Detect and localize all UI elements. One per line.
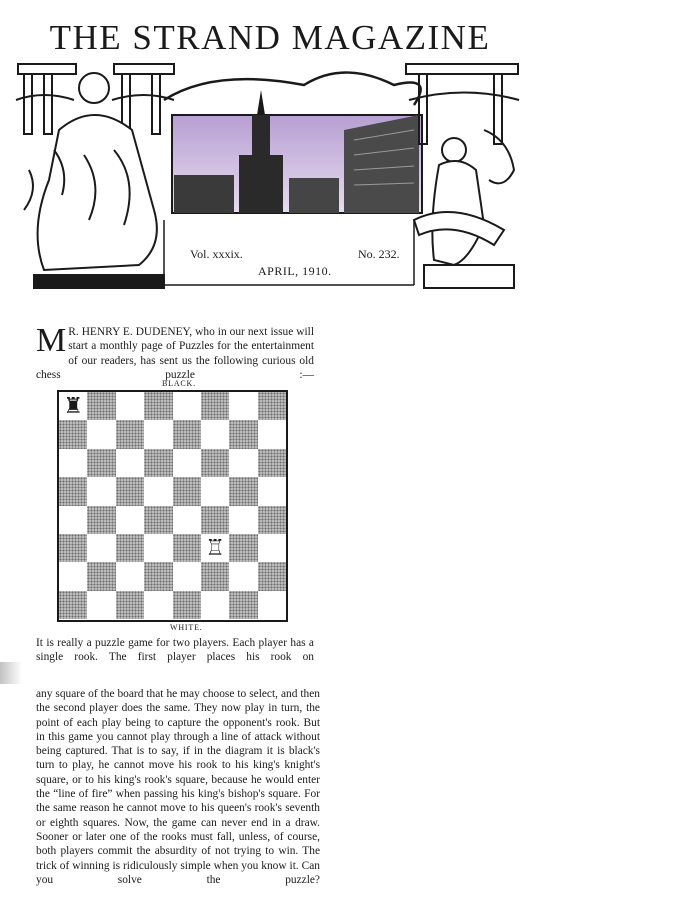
board-square [87, 534, 115, 562]
board-square [173, 506, 201, 534]
board-square [116, 392, 144, 420]
board-square [258, 534, 286, 562]
after-board-paragraph: It is really a puzzle game for two players. Each player has a single rook. The first player places his rook on [36, 637, 314, 664]
right-figure [414, 130, 514, 288]
board-square [144, 449, 172, 477]
board-square [258, 591, 286, 619]
board-square [201, 477, 229, 505]
board-square [116, 534, 144, 562]
board-square [87, 591, 115, 619]
board-square [144, 477, 172, 505]
board-square [173, 562, 201, 590]
board-square [116, 477, 144, 505]
chess-board [57, 390, 288, 622]
intro-paragraph [36, 322, 314, 382]
board-square [258, 449, 286, 477]
board-square [173, 477, 201, 505]
board-square [173, 420, 201, 448]
black-rook: ♜ [63, 393, 84, 419]
board-square [59, 477, 87, 505]
board-square [201, 562, 229, 590]
board-square [229, 506, 257, 534]
board-square [144, 534, 172, 562]
board-square [144, 392, 172, 420]
board-square [59, 506, 87, 534]
drop-cap: M [36, 322, 67, 359]
board-square [59, 420, 87, 448]
board-square [59, 534, 87, 562]
board-square [201, 392, 229, 420]
continued-paragraph: any square of the board that he may choose to select, and then the second player does the same. They now play in turn, the point of each play being to capture the opponent's rook. But in this game you cannot play through a line of attack without being captured. That is to say, if in the diagram it is black's turn to play, he cannot move his rook to his king's knight's square, or to his king's rook's square, because he would enter the “line of fire” when passing his king's bishop's square. For the same reason he cannot move to his queen's rook's seventh or eighth squares. Now, the game can never end in a draw. Sooner or later one of the rooks must fall, unless, of course, both players commit the absurdity of not trying to win. The trick of winning is ridiculously simple when you know it. Can you solve the puzzle? [36, 688, 320, 886]
board-square [258, 506, 286, 534]
issue-date: APRIL, 1910. [258, 264, 332, 278]
board-square [173, 449, 201, 477]
board-square [87, 420, 115, 448]
intro-text: R. HENRY E. DUDENEY, who in our next issue will start a monthly page of Puzzles for the entertainment of our readers, has sent us the following curious old chess puzzle :— [36, 326, 314, 381]
header-illustration [14, 60, 522, 290]
board-square [201, 506, 229, 534]
board-label-black: BLACK. [162, 379, 196, 388]
volume-number: Vol. xxxix. [190, 247, 243, 261]
board-square [258, 392, 286, 420]
board-square [59, 562, 87, 590]
board-square [229, 591, 257, 619]
board-square [229, 420, 257, 448]
board-square [201, 420, 229, 448]
board-square [258, 420, 286, 448]
board-square [116, 562, 144, 590]
board-square [59, 449, 87, 477]
magazine-title: THE STRAND MAGAZINE [49, 18, 491, 57]
board-square [173, 534, 201, 562]
board-square [201, 449, 229, 477]
board-square [229, 392, 257, 420]
city-scene [172, 90, 422, 213]
board-square [258, 477, 286, 505]
board-square [116, 591, 144, 619]
board-square [116, 449, 144, 477]
board-square [87, 392, 115, 420]
frame-scroll [164, 73, 421, 106]
board-square [201, 591, 229, 619]
white-rook: ♖ [205, 535, 225, 561]
board-square [87, 506, 115, 534]
board-square [173, 392, 201, 420]
board-square [229, 449, 257, 477]
board-square [87, 477, 115, 505]
board-square [87, 562, 115, 590]
board-square [87, 449, 115, 477]
board-square [173, 591, 201, 619]
board-square [229, 562, 257, 590]
board-square [229, 534, 257, 562]
issue-number: No. 232. [358, 247, 400, 261]
board-square [59, 591, 87, 619]
board-square [144, 506, 172, 534]
board-square [144, 562, 172, 590]
board-square [144, 591, 172, 619]
board-square [116, 506, 144, 534]
board-label-white: WHITE. [170, 623, 203, 632]
board-square [144, 420, 172, 448]
board-square [258, 562, 286, 590]
board-square [229, 477, 257, 505]
board-square [116, 420, 144, 448]
page-shadow [0, 662, 22, 684]
